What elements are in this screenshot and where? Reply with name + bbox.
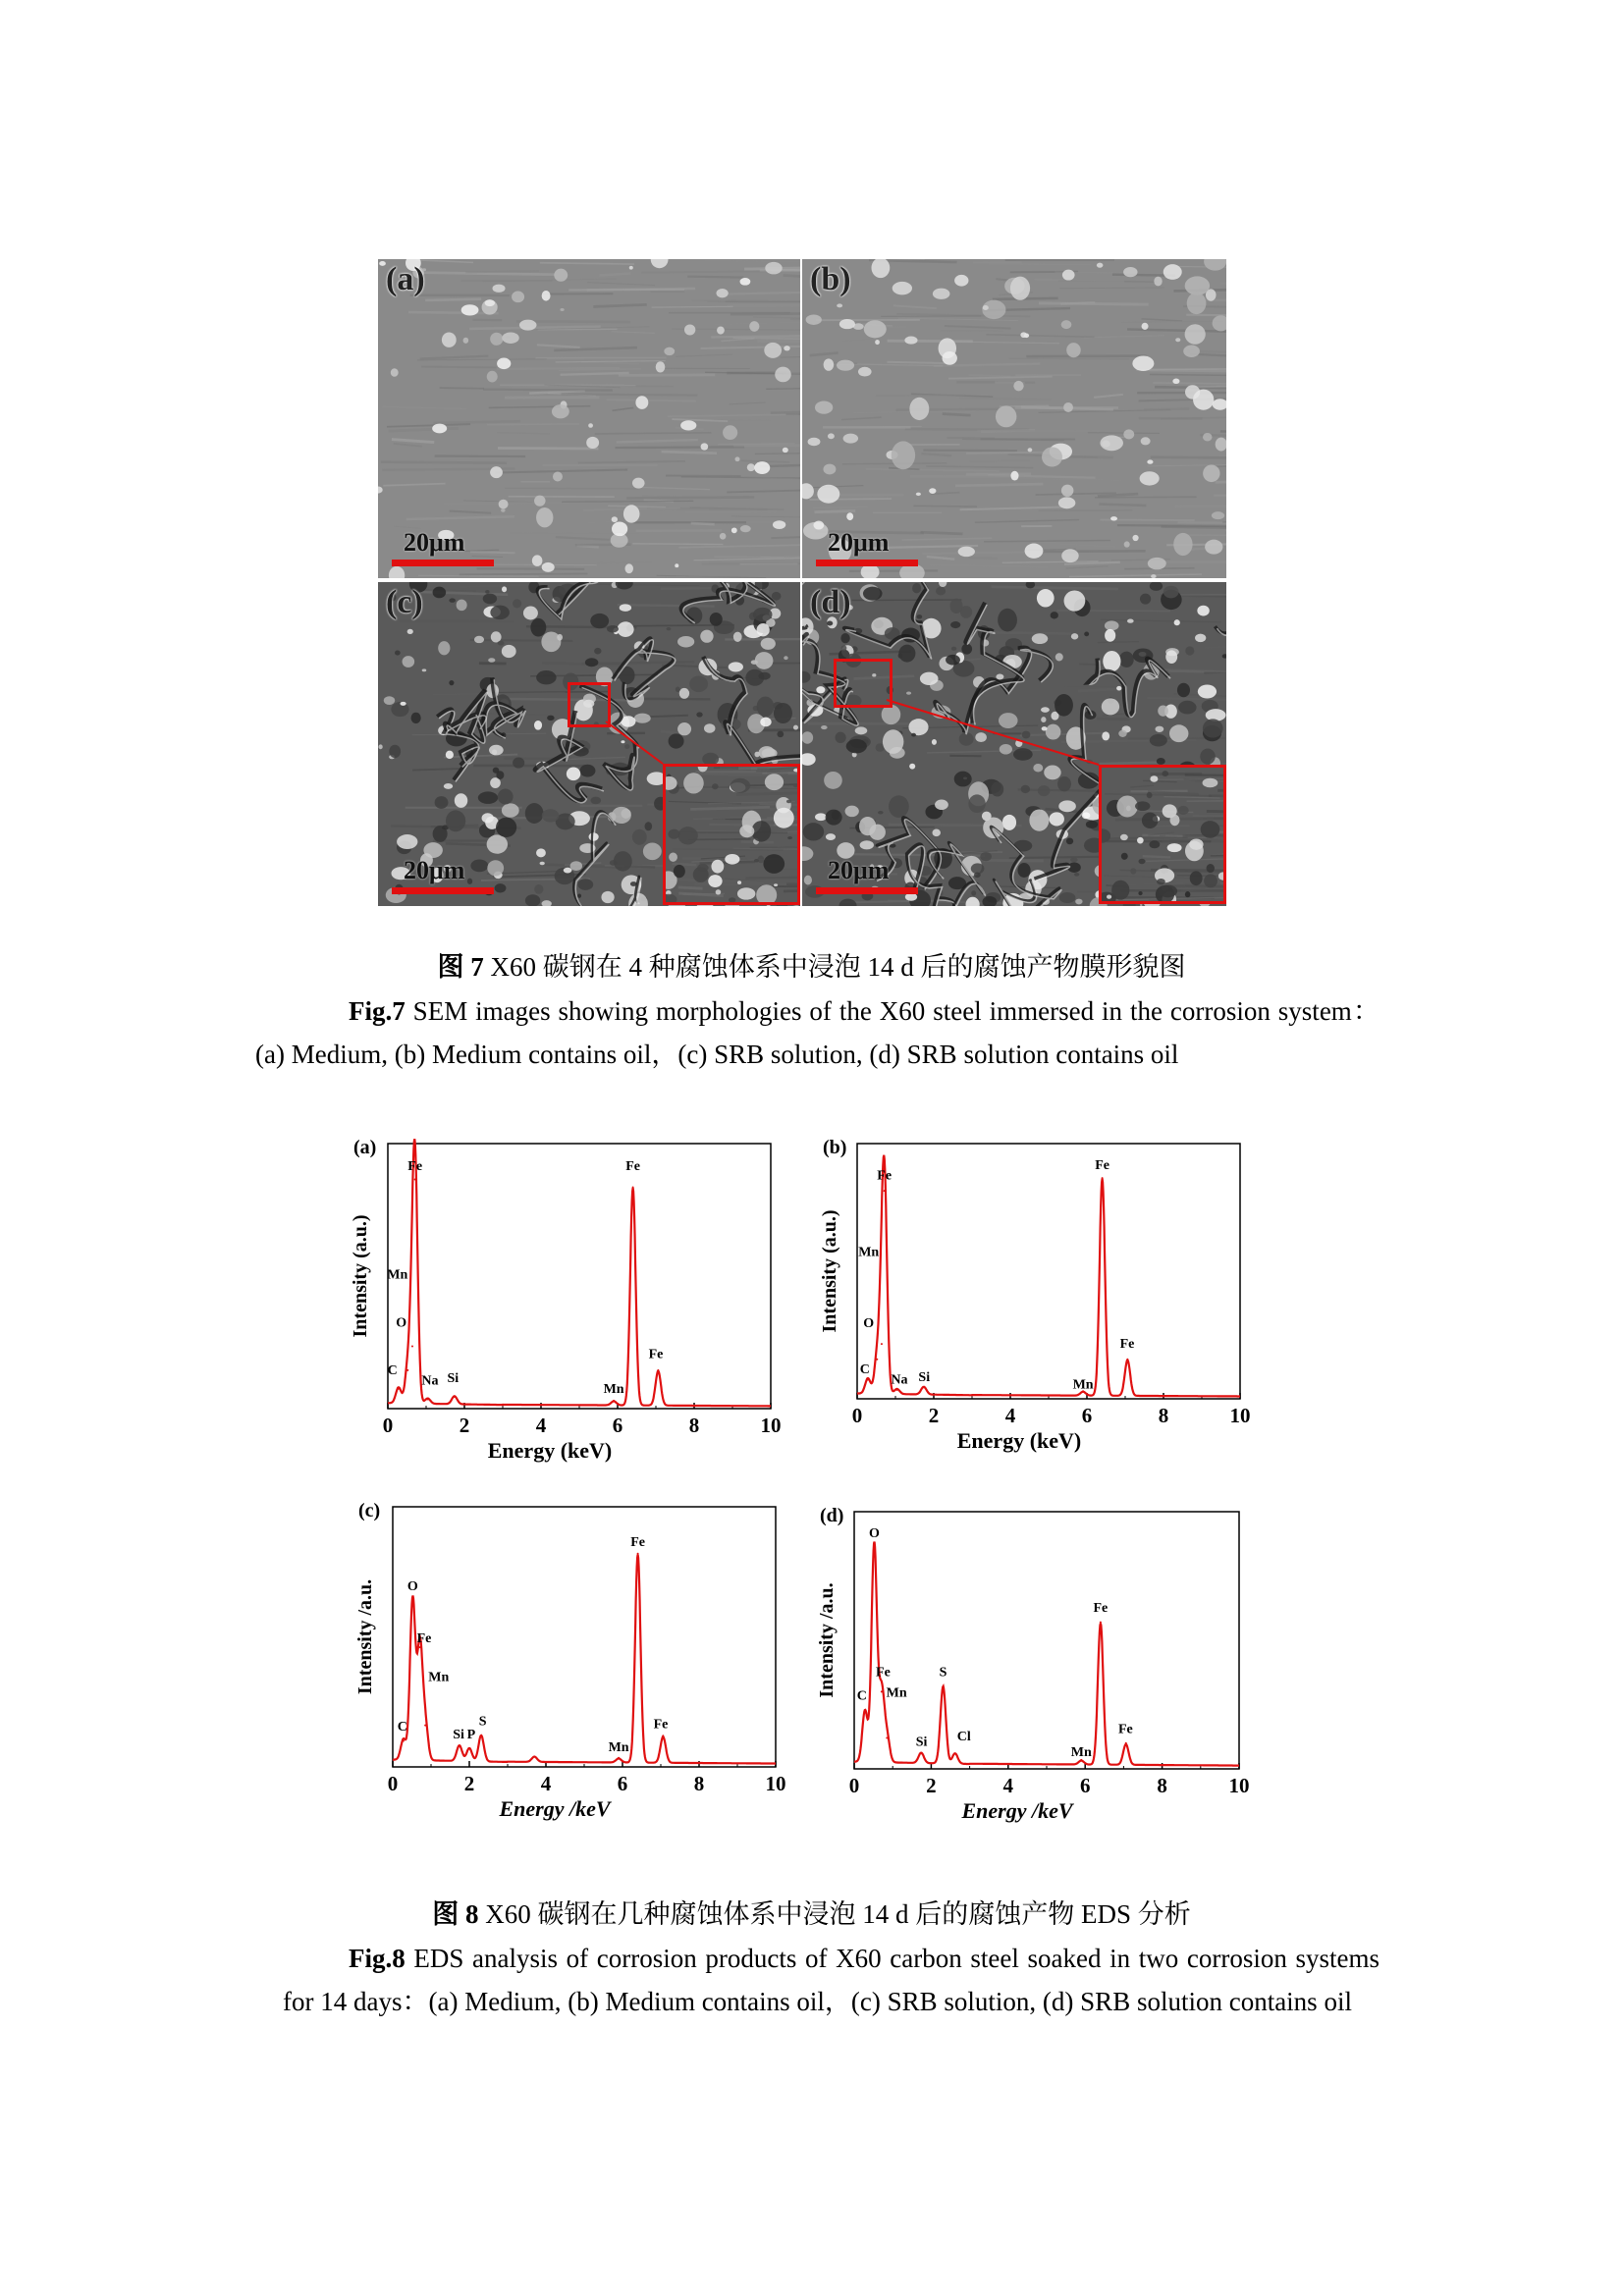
sem-panel-d [801,581,1227,907]
spectrum-line [393,1555,776,1764]
spectrum-peak [419,1646,421,1648]
spectrum-peak [881,1690,883,1692]
peak-label: Mn [1072,1377,1094,1393]
x-tick-label: 0 [382,1414,394,1437]
x-axis-label: Energy (keV) [956,1428,1082,1453]
x-tick-label: 8 [1157,1774,1167,1797]
peak-label: P [466,1727,476,1742]
sem-label-c: (c) [386,584,423,620]
peak-label: C [859,1362,870,1377]
peak-label: Fe [648,1347,664,1362]
fig8-caption-en-text: EDS analysis of corrosion products of X60 carbon steel soaked in two corrosion systems for 14 days：(a) Medium, (b) Medium contains oil，(c) SRB solution, (d) SRB solution contains oil [283,1944,1380,2016]
x-tick-label: 10 [760,1414,782,1437]
peak-label: Mn [387,1267,408,1283]
peak-label: O [863,1316,875,1332]
peak-label: Fe [407,1159,423,1174]
plot-frame [857,1144,1240,1399]
eds-chart-b [813,1134,1255,1482]
peak-label: Fe [1093,1601,1109,1617]
y-axis-label: Intensity /a.u. [816,1582,838,1698]
peak-label: Fe [1095,1158,1109,1173]
scale-text-b: 20μm [828,528,890,557]
sem-label-b: (b) [810,261,851,297]
eds-svg-a [344,1134,785,1477]
fig7-caption-en [255,989,1380,1076]
peak-label: Fe [625,1159,640,1174]
scale-bar-c [392,856,494,894]
peak-label: Fe [876,1665,891,1681]
scale-bar-b [816,528,918,566]
fig8-caption-cn [0,1893,1623,1936]
spectrum-peak [881,1343,883,1345]
spectrum-peak [480,1735,482,1736]
spectrum-peak [876,1359,878,1361]
spectrum-peak [954,1752,956,1754]
spectrum-peak [864,1711,866,1713]
fig7-caption-cn-text: X60 碳钢在 4 种腐蚀体系中浸泡 14 d 后的腐蚀产物膜形貌图 [483,952,1186,982]
spectrum-peak [867,1379,869,1381]
spectrum-line [857,1155,1240,1397]
spectrum-peak [1100,1622,1102,1624]
fig8-caption-en [255,1937,1380,2023]
spectrum-peak [657,1369,659,1371]
eds-panel-label: (c) [358,1500,381,1522]
spectrum-peak [533,1755,535,1757]
scale-text-a: 20μm [404,528,465,557]
peak-label: C [397,1719,407,1735]
spectrum-peak [613,1400,615,1402]
spectrum-peak [923,1386,925,1388]
fig7-caption-en-text: SEM images showing morphologies of the X60 steel immersed in the corrosion system：(a) Medium, (b) Medium contains oil，(c) SRB solution, (d) SRB solution contains oil [255,996,1380,1069]
spectrum-peak [411,1346,413,1348]
peak-label: Fe [1117,1722,1133,1737]
peak-label: Na [891,1372,908,1388]
eds-panel-label: (d) [820,1505,844,1526]
peak-label: Mn [1070,1744,1092,1760]
eds-svg-d [800,1502,1252,1850]
spectrum-peak [411,1599,413,1601]
peak-label: Mn [603,1381,624,1397]
x-tick-label: 10 [765,1772,786,1795]
x-tick-label: 6 [1081,1404,1093,1427]
eds-panel-label: (b) [823,1137,847,1158]
spectrum-peak [943,1685,945,1687]
inset-d [1099,765,1226,904]
spectrum-line [854,1542,1239,1766]
spectrum-peak [637,1553,639,1555]
peak-label: Si [447,1371,460,1386]
sem-panel-b [801,258,1227,579]
x-tick-label: 8 [693,1772,705,1795]
eds-chart-c [349,1497,790,1850]
sem-label-a: (a) [386,261,425,297]
peak-label: S [939,1665,947,1681]
spectrum-peak [896,1389,898,1391]
x-tick-label: 10 [1229,1404,1251,1427]
y-axis-label: Intensity (a.u.) [819,1209,840,1333]
x-tick-label: 2 [463,1772,475,1795]
x-tick-label: 8 [688,1414,700,1437]
x-tick-label: 2 [926,1774,937,1797]
spectrum-peak [884,1190,886,1192]
x-tick-label: 4 [540,1772,552,1795]
scale-bar-a [392,528,494,566]
peak-label: Si [915,1735,928,1750]
spectrum-peak [1125,1742,1127,1744]
x-tick-label: 0 [387,1772,399,1795]
peak-label: Mn [886,1685,907,1701]
x-tick-label: 6 [612,1414,623,1437]
spectrum-peak [662,1735,664,1736]
spectrum-peak [414,1178,416,1180]
eds-chart-a [344,1134,785,1482]
spectrum-peak [920,1752,922,1754]
spectrum-peak [468,1747,470,1749]
spectrum-peak [886,1737,888,1739]
peak-label: Fe [1119,1337,1135,1352]
fig8-caption-cn-number: 图 8 [432,1899,479,1929]
spectrum-peak [873,1544,875,1546]
x-tick-label: 4 [535,1414,547,1437]
y-axis-label: Intensity /a.u. [354,1578,376,1695]
x-tick-label: 10 [1228,1774,1250,1797]
peak-label: Fe [416,1630,432,1646]
eds-plot-3 [816,1505,1250,1823]
scale-bar-d [816,856,918,894]
sem-panel-a [377,258,801,579]
peak-label: Si [918,1369,931,1385]
inset-image-d [1102,768,1223,901]
peak-label: Fe [877,1168,893,1184]
fig7-caption-en-number: Fig.7 [349,996,406,1026]
x-tick-label: 8 [1158,1404,1169,1427]
fig7-caption-cn-number: 图 7 [437,952,484,982]
eds-panel-label: (a) [353,1137,377,1158]
fig8-caption-cn-text: X60 碳钢在几种腐蚀体系中浸泡 14 d 后的腐蚀产物 EDS 分析 [478,1899,1191,1929]
spectrum-peak [424,1725,426,1727]
fig7-caption-cn [0,945,1623,988]
x-tick-label: 2 [928,1404,940,1427]
peak-label: C [856,1688,867,1704]
spectrum-line [388,1139,771,1406]
eds-plot-1 [819,1137,1251,1453]
peak-label: Mn [858,1245,880,1260]
eds-svg-c [349,1497,790,1845]
plot-frame [854,1512,1239,1769]
x-tick-label: 2 [459,1414,470,1437]
spectrum-peak [459,1745,460,1747]
eds-plot-0 [350,1137,782,1463]
sem-panel-c [377,581,801,907]
x-tick-label: 0 [848,1774,860,1797]
x-axis-label: Energy /keV [961,1798,1073,1823]
spectrum-peak [398,1388,400,1390]
x-tick-label: 4 [1004,1404,1016,1427]
sem-label-d: (d) [810,584,851,620]
scale-text-d: 20μm [828,856,890,884]
x-axis-label: Energy (keV) [487,1438,613,1463]
spectrum-peak [403,1740,405,1742]
plot-frame [393,1507,776,1767]
spectrum-peak [454,1396,456,1398]
inset-image-c [666,767,797,902]
spectrum-peak [618,1757,620,1759]
inset-c [663,764,800,905]
eds-chart-d [800,1502,1252,1855]
peak-label: Cl [956,1730,971,1745]
fig8-caption-en-number: Fig.8 [349,1944,406,1973]
x-tick-label: 0 [851,1404,863,1427]
peak-label: Mn [608,1740,629,1756]
spectrum-peak [1126,1359,1128,1361]
x-tick-label: 6 [617,1772,628,1795]
peak-label: Si [453,1727,464,1742]
peak-label: C [387,1362,398,1378]
spectrum-peak [427,1399,429,1401]
spectrum-peak [1102,1177,1104,1179]
scale-text-c: 20μm [404,856,465,884]
y-axis-label: Intensity (a.u.) [350,1214,371,1338]
x-axis-label: Energy /keV [499,1796,611,1821]
peak-label: Fe [630,1534,645,1550]
eds-svg-b [813,1134,1255,1477]
spectrum-peak [632,1187,634,1189]
peak-label: O [396,1315,407,1331]
eds-plot-2 [354,1500,786,1821]
peak-label: Mn [428,1670,450,1685]
peak-label: O [406,1578,418,1594]
x-tick-label: 6 [1079,1774,1091,1797]
peak-label: O [868,1526,880,1542]
peak-label: S [478,1714,487,1730]
peak-label: Na [421,1373,439,1389]
plot-frame [388,1144,771,1409]
x-tick-label: 4 [1002,1774,1014,1797]
peak-label: Fe [653,1717,669,1733]
spectrum-peak [406,1369,408,1371]
